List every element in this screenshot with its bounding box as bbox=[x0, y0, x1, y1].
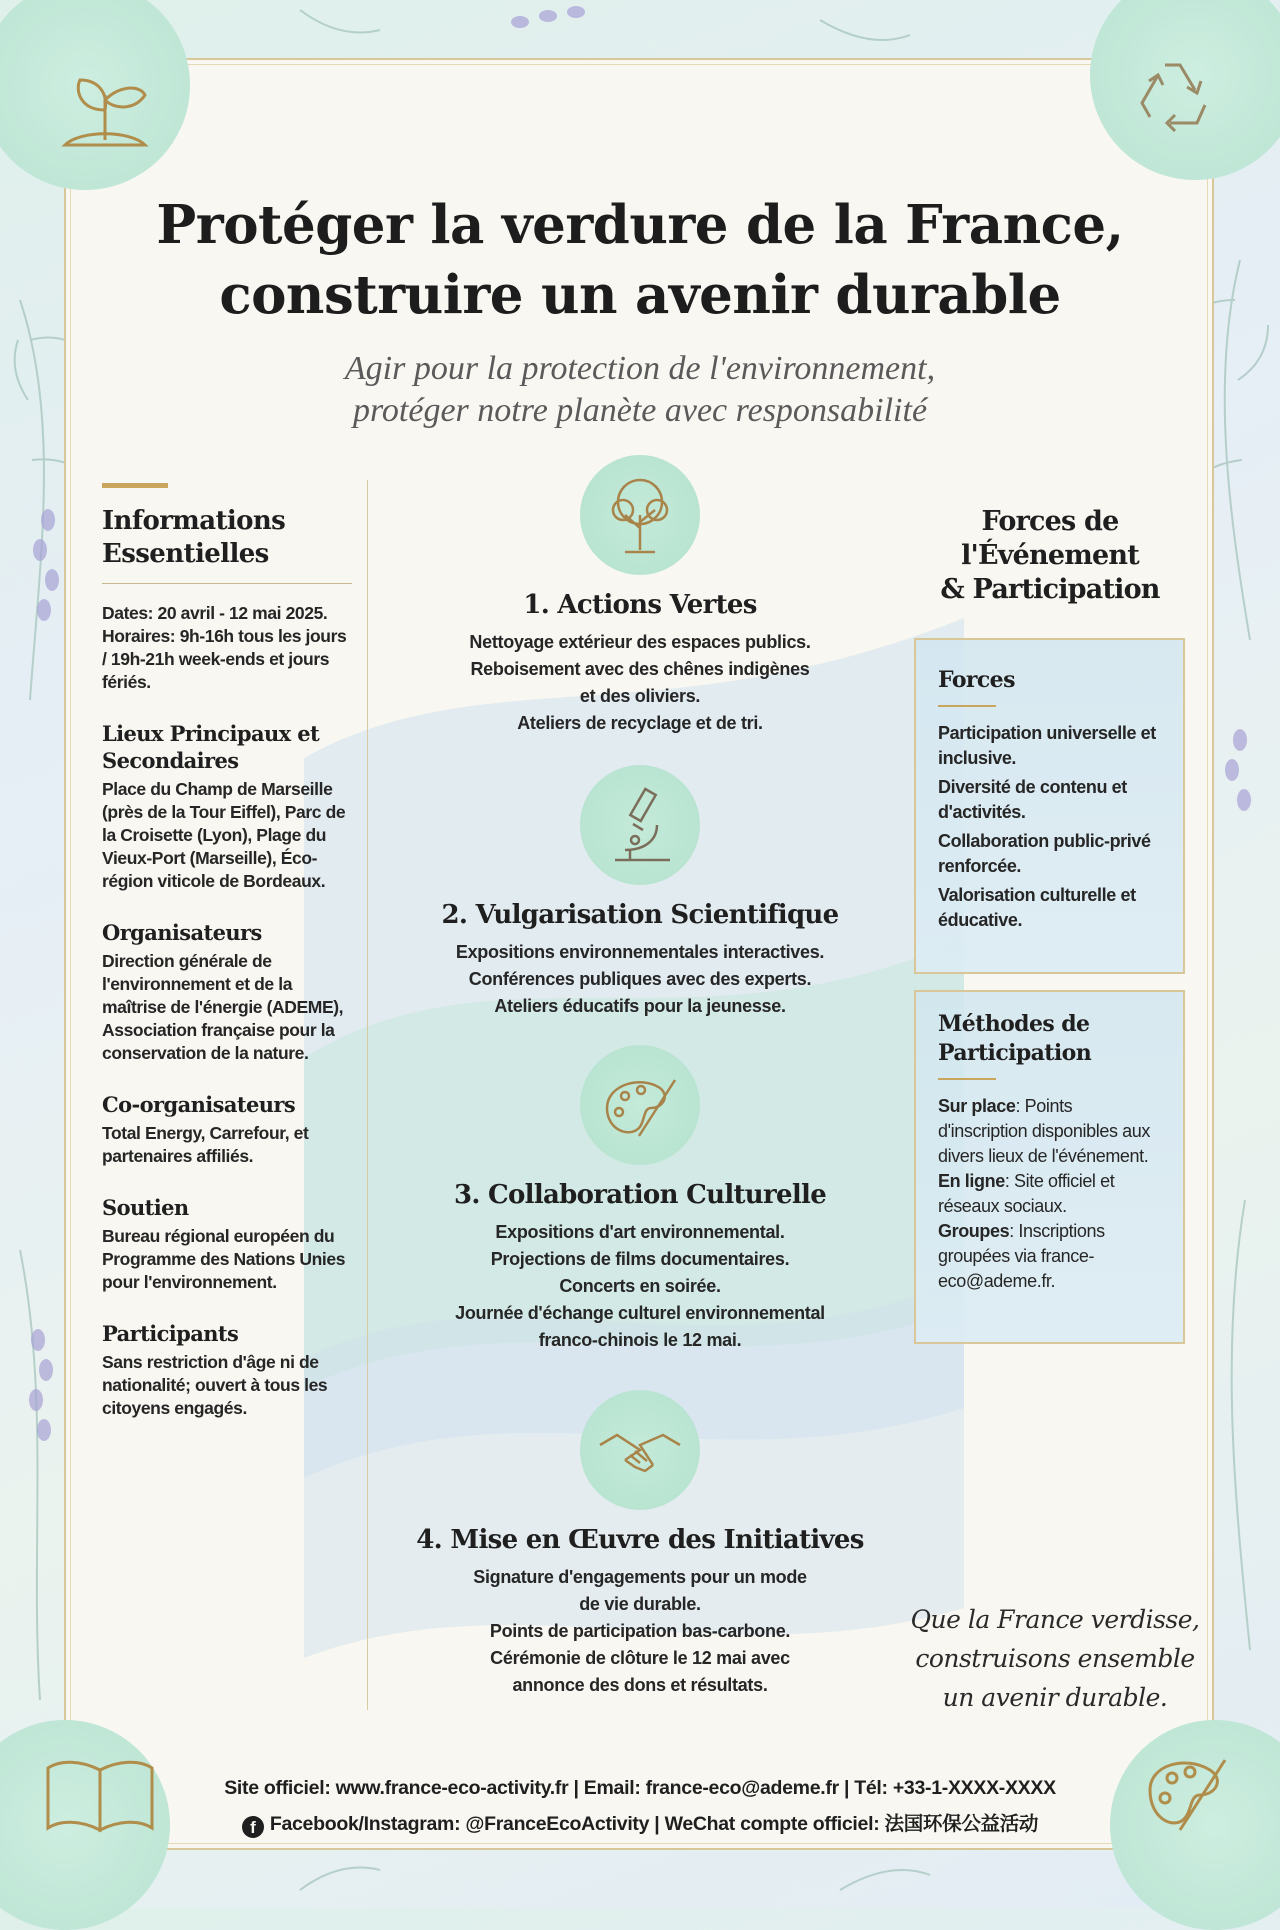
page-title bbox=[90, 190, 1190, 330]
essential-info-heading: Informations Essentielles bbox=[102, 506, 286, 569]
participation-methods-box bbox=[914, 990, 1185, 1344]
method-item-onsite: Sur place: Points d'inscription disponibles aux divers lieux de l'événement. bbox=[938, 1096, 1150, 1166]
microscope-icon-badge bbox=[580, 765, 700, 885]
heading-divider bbox=[102, 583, 352, 584]
action-3-title: 3. Collaboration Culturelle bbox=[453, 1180, 827, 1210]
strengths-participation-heading: Forces de l'Événement & Participation bbox=[940, 506, 1160, 605]
methods-title: Méthodes de Participation bbox=[938, 1011, 1092, 1066]
facebook-icon: f bbox=[242, 1816, 264, 1838]
title-line-1: Protéger la verdure de la France, bbox=[156, 194, 1124, 256]
subtitle-line-2: protéger notre planète avec responsabilité bbox=[352, 392, 928, 429]
strength-item: Diversité de contenu et d'activités. bbox=[938, 777, 1127, 822]
strengths-title-underline bbox=[938, 705, 996, 707]
closing-quote: Que la France verdisse, construisons ensemble un avenir durable. bbox=[910, 1605, 1200, 1712]
handshake-icon bbox=[595, 1405, 685, 1495]
page-subtitle bbox=[90, 348, 1190, 432]
info-section-title: Participants bbox=[102, 1321, 239, 1346]
info-sections bbox=[102, 720, 352, 1420]
dates-text: Dates: 20 avril - 12 mai 2025. Horaires: 9h-16h tous les jours / 19h-21h week-ends et jours fériés. bbox=[102, 603, 347, 692]
info-section-text: Bureau régional européen du Programme des Nations Unies pour l'environnement. bbox=[102, 1226, 346, 1292]
essential-info-column bbox=[102, 505, 352, 1420]
sprout-icon bbox=[50, 50, 160, 160]
action-culture bbox=[380, 1045, 900, 1354]
microscope-icon bbox=[595, 780, 685, 870]
info-section-title: Soutien bbox=[102, 1195, 189, 1220]
method-item-online: En ligne: Site officiel et réseaux sociaux. bbox=[938, 1171, 1115, 1216]
action-2-text: Expositions environnementales interactives. Conférences publiques avec des experts. Ateliers éducatifs pour la jeunesse. bbox=[455, 942, 825, 1016]
footer-social-text: Facebook/Instagram: @FranceEcoActivity | WeChat compte officiel: 法国环保公益活动 bbox=[269, 1813, 1039, 1835]
action-1-text: Nettoyage extérieur des espaces publics. Reboisement avec des chênes indigènes et des oliviers. Ateliers de recyclage et de tri. bbox=[469, 632, 811, 733]
left-column-accent-bar bbox=[102, 483, 168, 488]
method-item-groups: Groupes: Inscriptions groupées via france-eco@ademe.fr. bbox=[938, 1221, 1105, 1291]
handshake-icon-badge bbox=[580, 1390, 700, 1510]
action-1-title: 1. Actions Vertes bbox=[523, 590, 757, 620]
info-section-text: Sans restriction d'âge ni de nationalité; ouvert à tous les citoyens engagés. bbox=[102, 1352, 328, 1418]
info-section-text: Total Energy, Carrefour, et partenaires affiliés. bbox=[102, 1123, 309, 1166]
tree-icon-badge bbox=[580, 455, 700, 575]
footer-social bbox=[180, 1808, 1100, 1838]
info-section-title: Lieux Principaux et Secondaires bbox=[102, 721, 320, 773]
left-column-divider bbox=[367, 480, 368, 1710]
info-section-title: Co-organisateurs bbox=[102, 1092, 296, 1117]
action-3-text: Expositions d'art environnemental. Projections de films documentaires. Concerts en soirée. Journée d'échange culturel environnemental franco-chinois le 12 mai. bbox=[455, 1222, 825, 1350]
palette-icon bbox=[595, 1060, 685, 1150]
recycle-icon bbox=[1125, 45, 1225, 145]
tree-icon bbox=[595, 470, 685, 560]
info-section-text: Place du Champ de Marseille (près de la Tour Eiffel), Parc de la Croisette (Lyon), Plage du Vieux-Port (Marseille), Éco-région viticole de Bordeaux. bbox=[102, 779, 346, 891]
title-line-2: construire un avenir durable bbox=[219, 264, 1061, 326]
info-section-title: Organisateurs bbox=[102, 920, 262, 945]
open-book-icon bbox=[40, 1750, 160, 1840]
paint-palette-icon bbox=[1130, 1740, 1240, 1850]
strength-item: Participation universelle et inclusive. bbox=[938, 723, 1156, 768]
strengths-title: Forces bbox=[938, 667, 1015, 693]
strength-item: Collaboration public-privé renforcée. bbox=[938, 831, 1151, 876]
strength-item: Valorisation culturelle et éducative. bbox=[938, 885, 1136, 930]
action-green bbox=[380, 455, 900, 737]
strengths-box bbox=[914, 638, 1185, 974]
footer-contact: Site officiel: www.france-eco-activity.fr | Email: france-eco@ademe.fr | Tél: +33-1-XXXX-XXXX bbox=[224, 1777, 1056, 1799]
action-4-text: Signature d'engagements pour un mode de vie durable. Points de participation bas-carbone. Cérémonie de clôture le 12 mai avec annonce des dons et résultats. bbox=[473, 1567, 807, 1695]
subtitle-line-1: Agir pour la protection de l'environnement, bbox=[344, 350, 936, 387]
action-4-title: 4. Mise en Œuvre des Initiatives bbox=[416, 1525, 864, 1555]
action-2-title: 2. Vulgarisation Scientifique bbox=[441, 900, 839, 930]
action-science bbox=[380, 765, 900, 1020]
action-initiatives bbox=[380, 1390, 900, 1699]
info-section-text: Direction générale de l'environnement et de la maîtrise de l'énergie (ADEME), Association française pour la conservation de la nature. bbox=[102, 951, 344, 1063]
methods-title-underline bbox=[938, 1078, 996, 1080]
palette-icon-badge bbox=[580, 1045, 700, 1165]
